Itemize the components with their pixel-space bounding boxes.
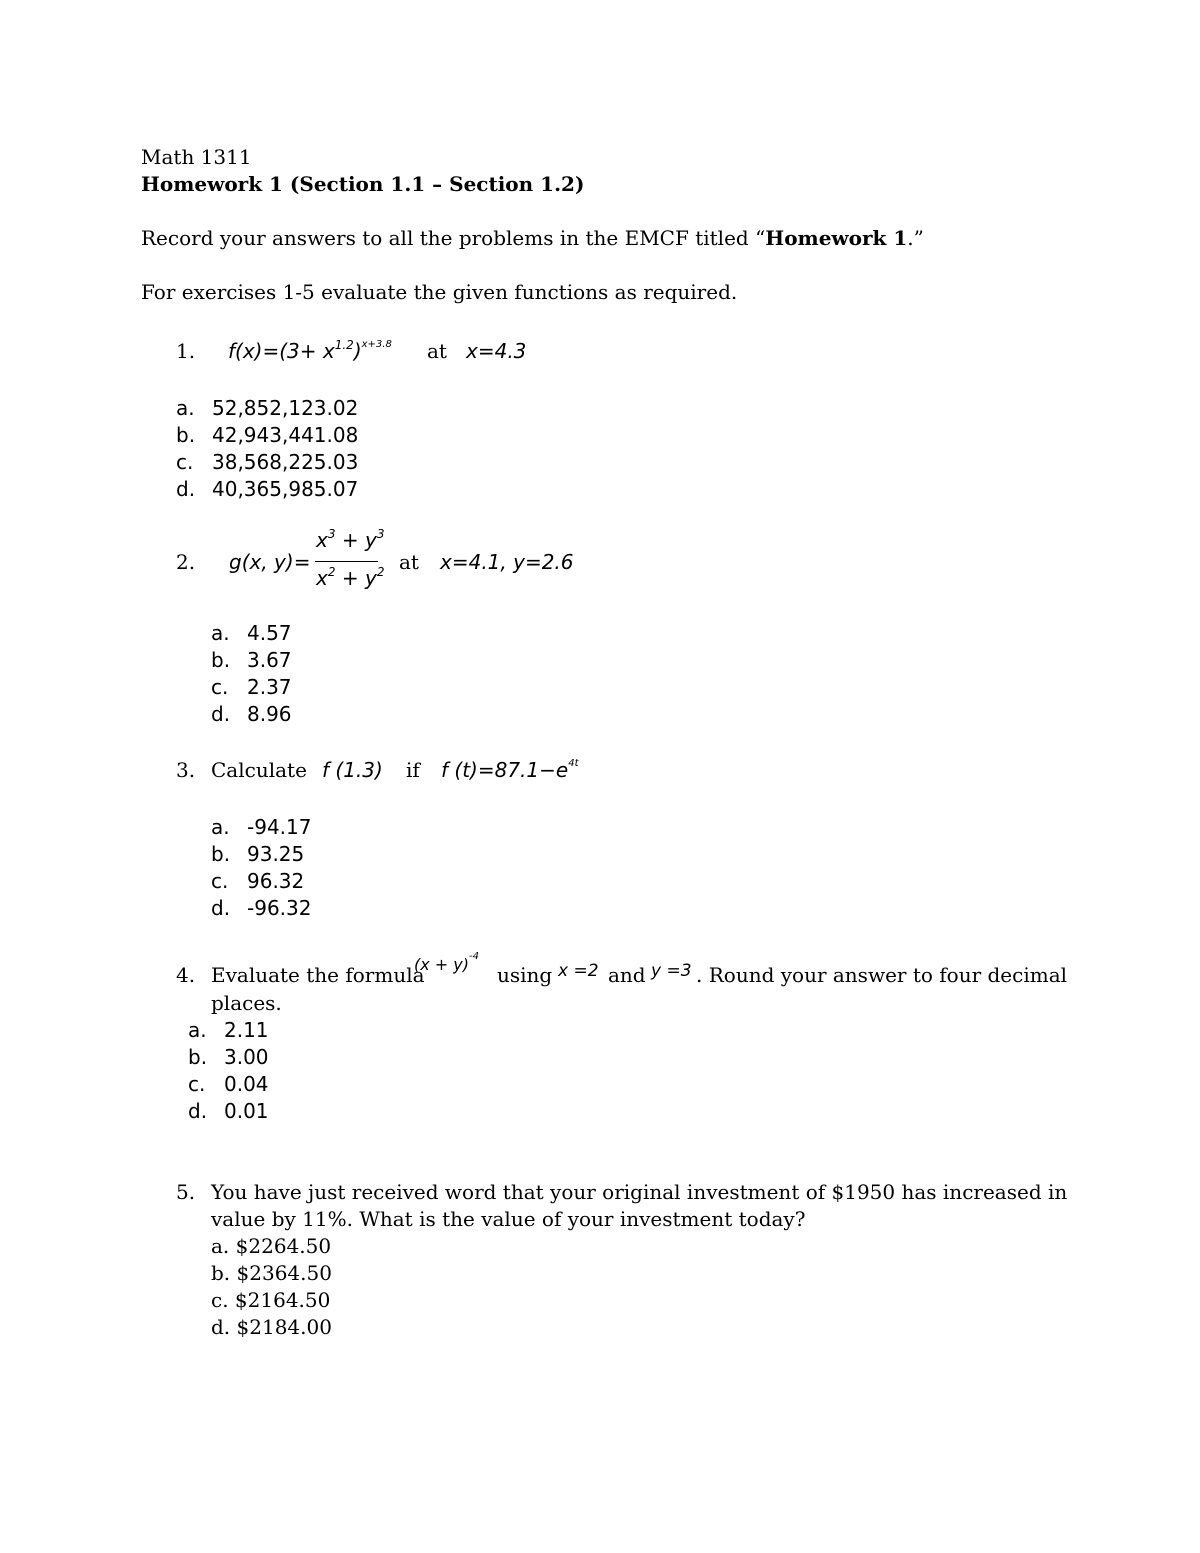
problem-5-number: 5. xyxy=(176,1180,196,1204)
problem-1-formula: $f(x)=(3+ x^{1.2})^{x+3.8}$ xyxy=(228,338,392,363)
exercises-intro: For exercises 1-5 evaluate the given functions as required. xyxy=(141,280,738,304)
problem-1-number: 1. xyxy=(176,339,196,363)
problem-5-option-a: a. $2264.50 xyxy=(211,1234,332,1258)
problem-4-option-b: b. 3.00 xyxy=(188,1045,269,1069)
problem-3-option-d: d. -96.32 xyxy=(211,896,312,920)
problem-4-prefix: Evaluate the formula xyxy=(211,963,425,987)
problem-5-line1: You have just received word that your original investment of $1950 has increased in xyxy=(211,1180,1068,1204)
problem-2-condition: x=4.1, y=2.6 xyxy=(440,550,574,574)
problem-1-condition: x=4.3 xyxy=(466,339,527,363)
problem-2-option-a: a. 4.57 xyxy=(211,621,292,645)
problem-2-denominator: $x^2 + y^2$ xyxy=(316,565,385,590)
problem-5-line2: value by 11%. What is the value of your investment today? xyxy=(211,1207,806,1231)
problem-3-function: f $(t)=87.1-e^{4t}$ xyxy=(441,758,579,782)
problem-1-option-c: c. 38,568,225.03 xyxy=(176,450,359,474)
problem-5-option-d: d. $2184.00 xyxy=(211,1315,332,1339)
problem-4-number: 4. xyxy=(176,963,196,987)
problem-4-and: and xyxy=(608,963,646,987)
problem-2-numerator: $x^3 + y^3$ xyxy=(316,527,385,552)
problem-2-number: 2. xyxy=(176,550,196,574)
problem-4-option-d: d. 0.01 xyxy=(188,1099,269,1123)
problem-3-number: 3. xyxy=(176,758,196,782)
problem-4-y-value: y =3 xyxy=(651,961,692,981)
problem-3-if: if xyxy=(406,758,420,782)
problem-1-at: at xyxy=(427,339,447,363)
record-prefix: Record your answers to all the problems in the EMCF titled “ xyxy=(141,226,766,250)
problem-1-option-a: a. 52,852,123.02 xyxy=(176,396,359,420)
record-bold: Homework 1 xyxy=(765,226,908,250)
course-name: Math 1311 xyxy=(141,145,252,169)
problem-2-at: at xyxy=(399,550,419,574)
problem-3-f-expression: f (1.3) xyxy=(322,758,383,782)
record-instruction xyxy=(141,226,924,250)
problem-4-option-c: c. 0.04 xyxy=(188,1072,269,1096)
problem-4-formula: $(x + y)^{-4}$ xyxy=(414,951,479,974)
problem-2-lhs: g(x, y)= xyxy=(229,550,311,574)
record-suffix: .” xyxy=(907,226,924,250)
problem-5-option-c: c. $2164.50 xyxy=(211,1288,331,1312)
problem-2-fraction-bar xyxy=(315,561,378,562)
homework-title: Homework 1 (Section 1.1 – Section 1.2) xyxy=(141,172,585,196)
problem-3-option-c: c. 96.32 xyxy=(211,869,305,893)
problem-2-option-d: d. 8.96 xyxy=(211,702,292,726)
problem-4-using: using xyxy=(497,963,553,987)
problem-4-suffix: . Round your answer to four decimal xyxy=(696,963,1068,987)
problem-2-option-b: b. 3.67 xyxy=(211,648,292,672)
problem-4-x-value: x =2 xyxy=(558,961,599,981)
problem-5-option-b: b. $2364.50 xyxy=(211,1261,332,1285)
problem-2-option-c: c. 2.37 xyxy=(211,675,292,699)
problem-4-option-a: a. 2.11 xyxy=(188,1018,269,1042)
problem-4-line2: places. xyxy=(211,991,282,1015)
problem-1-option-d: d. 40,365,985.07 xyxy=(176,477,359,501)
problem-3-calculate: Calculate xyxy=(211,758,307,782)
problem-3-option-b: b. 93.25 xyxy=(211,842,305,866)
problem-3-option-a: a. -94.17 xyxy=(211,815,312,839)
problem-1-option-b: b. 42,943,441.08 xyxy=(176,423,359,447)
